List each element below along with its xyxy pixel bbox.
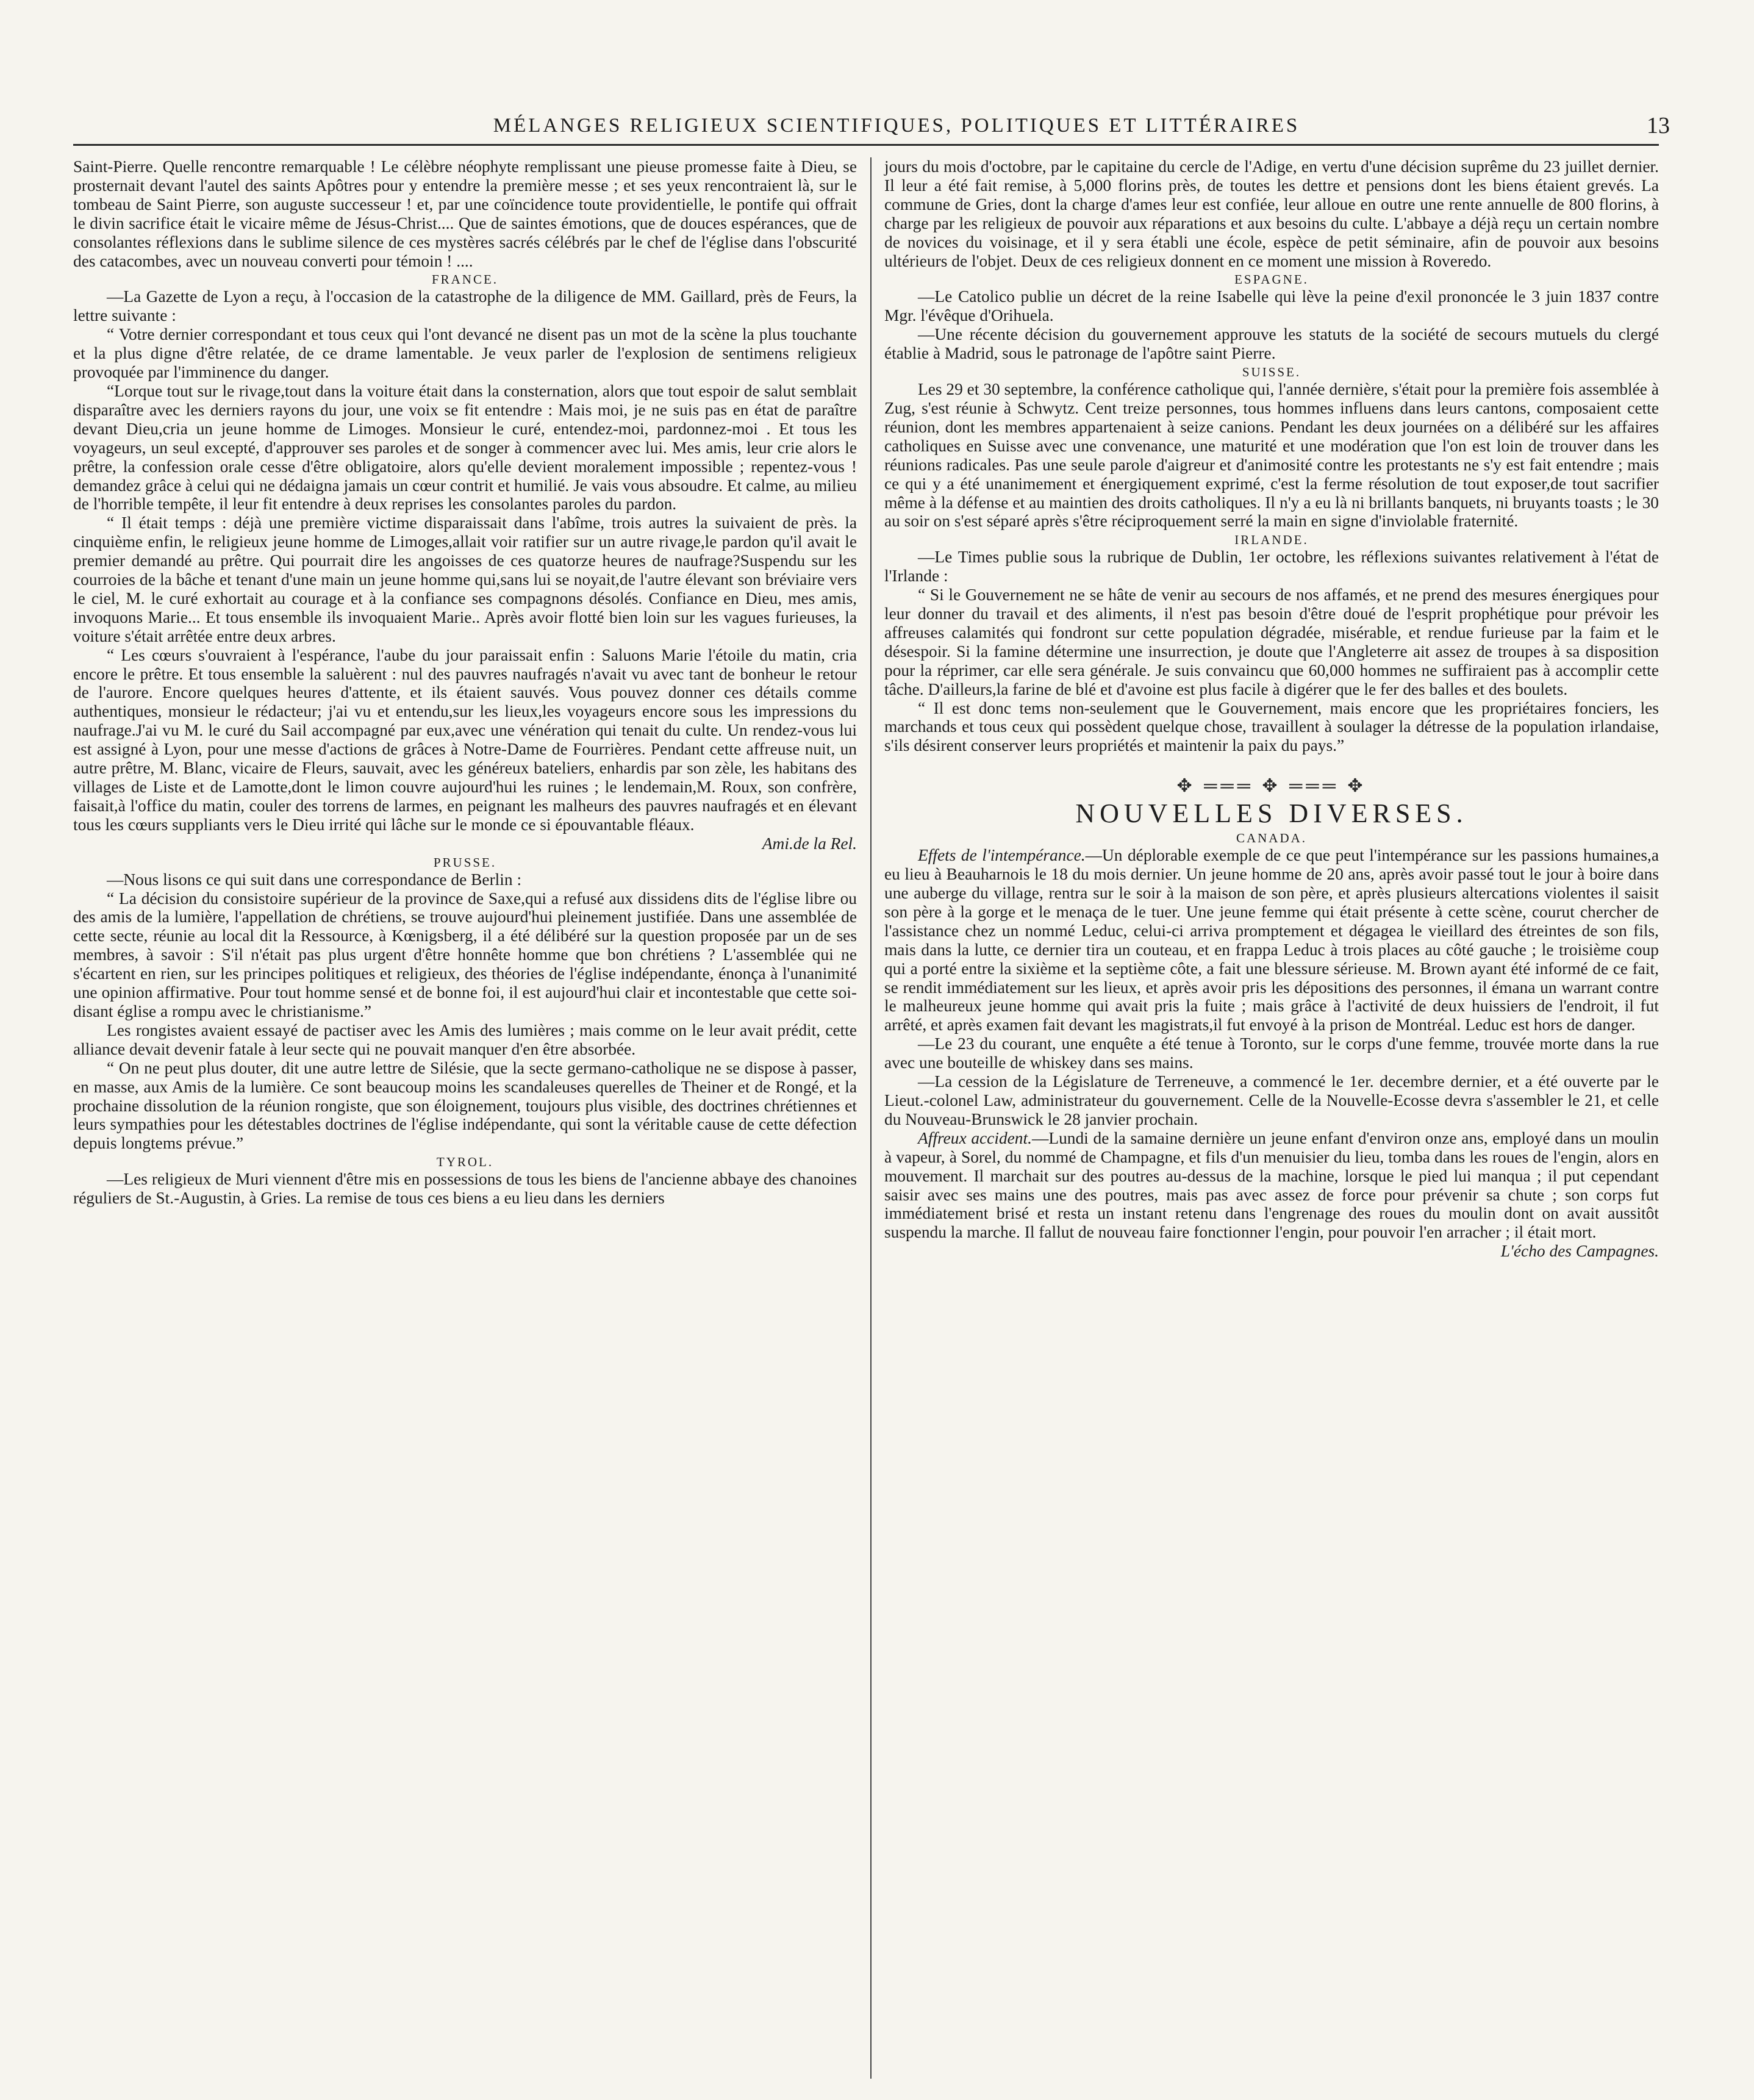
section-heading-irlande: IRLANDE. [1234, 532, 1309, 548]
section-heading-france: FRANCE. [431, 272, 499, 287]
article-paragraph [884, 846, 1659, 1034]
article-paragraph: Les 29 et 30 septembre, la conférence catholique qui, l'année dernière, s'était pour la première fois assemblée à Zug, s'est réunie à Schwytz. Cent treize personnes, tous hommes influens dans leurs cantons, composaient cette réunion, dont les membres appartenaient à seize canions. Pendant les deux journées on a délibéré sur les affaires catholiques en Suisse avec une convenance, une maturité et une modération que l'on est loin de trouver dans les réunions radicales. Pas une seule parole d'aigreur et d'animosité contre les protestants ne s'y est fait entendre ; mais ce qui y a été unanimement et énergiquement exprimé, c'est la ferme résolution de tout exposer,de tout sacrifier même à la défense et au maintien des droits catholiques. Il n'y a eu là ni brillants banquets, ni bruyants toasts ; le 30 au soir on s'est séparé après s'être réciproquement serré la main en signe d'inviolable fraternité. [884, 380, 1659, 531]
article-paragraph: Les rongistes avaient essayé de pactiser avec les Amis des lumières ; mais comme on le leur avait prédit, cette alliance devait devenir fatale à leur secte qui ne pouvait manquer d'en être absorbée. [73, 1020, 857, 1058]
article-paragraph: —Le 23 du courant, une enquête a été tenue à Toronto, sur le corps d'une femme, trouvée morte dans la rue avec une bouteille de whiskey dans ses mains. [884, 1034, 1659, 1072]
article-paragraph: —Le Catolico publie un décret de la reine Isabelle qui lève la peine d'exil prononcée le 3 juin 1837 contre Mgr. l'évêque d'Orihuela. [884, 287, 1659, 325]
article-paragraph: “ Si le Gouvernement ne se hâte de venir au secours de nos affamés, et ne prend des mesures énergiques pour leur donner du travail et des aliments, il n'est pas besoin d'être doué de l'esprit prophétique pour prévoir les affreuses calamités qui fondront sur cette population dégradée, misérable, et rendue furieuse par la faim et le désespoir. Si la famine détermine une insurrection, je doute que l'Angleterre ait assez de troupes à sa disposition pour la réprimer, car elle sera générale. Je suis convaincu que 60,000 hommes ne suffiraient pas à accomplir cette tâche. D'ailleurs,la farine de blé et d'avoine est plus facile à digérer que le fer des balles et des boulets. [884, 586, 1659, 698]
column-divider [870, 157, 872, 2079]
article-signature: Ami.de la Rel. [762, 834, 857, 853]
article-paragraph: —Le Times publie sous la rubrique de Dublin, 1er octobre, les réflexions suivantes relativement à l'état de l'Irlande : [884, 548, 1659, 586]
article-paragraph: “ Votre dernier correspondant et tous ceux qui l'ont devancé ne disent pas un mot de la scène la plus touchante et la plus digne d'être relatée, de ce drame lamentable. Je veux parler de l'explosion de sentimens religieux provoquée par l'imminence du danger. [73, 325, 857, 382]
article-lead-title: Affreux accident. [918, 1128, 1032, 1147]
article-paragraph: “Lorque tout sur le rivage,tout dans la voiture était dans la consternation, alors que tout espoir de salut semblait disparaître avec les derniers rayons du jour, une voix se fit entendre : Mais moi, je ne suis pas en état de paraître devant Dieu,cria un jeune homme de Limoges. Monsieur le curé, entendez-moi, pardonnez-moi . Et tous les voyageurs, un seul excepté, d'approuver ses paroles et de songer à commencer avec lui. Mes amis, leur crie alors le prêtre, la confession orale cesse d'être obligatoire, alors qu'elle devient moralement impossible ; repentez-vous ! demandez grâce à celui qui ne dédaigna jamais un cœur contrit et humilié. Je vais vous absoudre. Et calme, au milieu de l'horrible tempête, il leur fit entendre à deux reprises les consolantes paroles du pardon. [73, 381, 857, 514]
article-signature: L'écho des Campagnes. [1500, 1242, 1659, 1261]
left-column [73, 157, 857, 1208]
article-paragraph: —La cession de la Législature de Terreneuve, a commencé le 1er. decembre dernier, et a été ouverte par le Lieut.-colonel Law, administrateur du gouvernement. Celle de la Nouvelle-Ecosse devra s'assembler le 21, et celle du Nouveau-Brunswick le 28 janvier prochain. [884, 1072, 1659, 1128]
section-heading-canada: CANADA. [1236, 831, 1308, 846]
section-heading-prusse: PRUSSE. [433, 855, 497, 870]
article-paragraph: “ On ne peut plus douter, dit une autre lettre de Silésie, que la secte germano-catholique ne se dispose à passer, en masse, aux Amis de la lumière. Ce sont beaucoup moins les scandaleuses querelles de Theiner et de Rongé, et la prochaine dissolution de la réunion rongiste, que son éloignement, toujours plus visible, des doctrines chrétiennes et leurs sympathies pour les détestables doctrines de l'église indépendante, qui sont la véritable cause de cette défection depuis longtems prévue.” [73, 1058, 857, 1153]
article-paragraph: —La Gazette de Lyon a reçu, à l'occasion de la catastrophe de la diligence de MM. Gaillard, près de Feurs, la lettre suivante : [73, 287, 857, 325]
article-paragraph: “ La décision du consistoire supérieur de la province de Saxe,qui a refusé aux dissidens dits de l'église libre ou des amis de la lumière, l'appellation de chrétiens, se trouve aujourd'hui pleinement justifiée. Dans une assemblée de cette secte, réunie au local dit la Ressource, à Kœnigsberg, il a été délibéré sur la question proposée par un de ses membres, à savoir : S'il n'était pas plus urgent d'être honnête homme que bon chrétiens ? L'assemblée qui ne s'écartent en rien, sur les principes politiques et religieux, des théories de l'église indépendante, énonça à l'unanimité une opinion affirmative. Pour tout homme sensé et de bonne foi, il est aujourd'hui clair et incontestable que cette soi-disant église a rompu avec le christianisme.” [73, 889, 857, 1020]
ornament-divider: ✥ ═══ ✥ ═══ ✥ [1176, 776, 1367, 797]
section-heading-nouvelles-diverses: NOUVELLES DIVERSES. [1075, 798, 1468, 829]
article-paragraph: “ Les cœurs s'ouvraient à l'espérance, l'aube du jour paraissait enfin : Saluons Marie l'étoile du matin, cria encore le prêtre. Et tous ensemble la saluèrent : nul des pauvres naufragés n'avait vu avec tant de bonheur le retour de l'aurore. Encore quelques heures d'attente, et ils étaient sauvés. Vous pouvez donner ces détails comme authentiques, monsieur le rédacteur; j'ai vu et entendu,sur les lieux,les voyageurs encore sous les impressions du naufrage.J'ai vu M. le curé du Sail accompagné par eux,avec une vénération qui tenait du culte. Un rendez-vous lui est assigné à Lyon, pour une messe d'actions de grâces à Notre-Dame de Fourrières. Pendant cette affreuse nuit, un autre prêtre, M. Blanc, vicaire de Fleurs, sauvait, avec les généreux bateliers, enhardis par son zèle, les habitans des villages de Liste et de Lamotte,dont le limon couvre aujourd'hui les ruines ; le lendemain,M. Roux, son confrère, faisait,à l'office du matin, couler des torrens de larmes, en peignant les malheurs des pauvres naufragés et en élevant tous les cœurs suppliants vers le Dieu irrité qui lâche sur le monde ce si épouvantable fléaux. [73, 645, 857, 834]
header-rule [73, 144, 1659, 146]
running-head: MÉLANGES RELIGIEUX SCIENTIFIQUES, POLITIQUES ET LITTÉRAIRES [493, 115, 1300, 137]
article-paragraph [884, 1129, 1659, 1242]
right-column [884, 157, 1659, 1261]
intro-paragraph: Saint-Pierre. Quelle rencontre remarquable ! Le célèbre néophyte remplissant une pieuse promesse faite à Dieu, se prosternait devant l'autel des saints Apôtres pour y entendre la première messe ; et ses yeux rencontraient là, sur le tombeau de Saint Pierre, son auguste successeur ! et, par une coïncidence toute providentielle, le pontife qui offrait le divin sacrifice était le vicaire même de Jésus-Christ.... Que de saintes émotions, que de douces espérances, que de consolantes réflexions dans le sublime silence de ces mystères sacrés célébrés par le chef de l'église dans l'obscurité des catacombes, avec un nouveau converti pour témoin ! .... [73, 157, 857, 270]
page-number: 13 [1647, 113, 1670, 138]
section-heading-espagne: ESPAGNE. [1234, 272, 1309, 287]
article-paragraph: “ Il est donc tems non-seulement que le Gouvernement, mais encore que les propriétaires fonciers, les marchands et tous ceux qui possèdent quelque chose, travaillent à soulager la détresse de la population irlandaise, s'ils désirent conserver leurs propriétés et maintenir la paix du pays.” [884, 698, 1659, 755]
article-paragraph: —Une récente décision du gouvernement approuve les statuts de la société de secours mutuels du clergé établie à Madrid, sous le patronage de l'apôtre saint Pierre. [884, 325, 1659, 363]
article-lead-title: Effets de l'intempérance. [918, 846, 1086, 865]
article-paragraph: “ Il était temps : déjà une première victime disparaissait dans l'abîme, trois autres la suivaient de près. la cinquième enfin, le religieux jeune homme de Limoges,allait voir ratifier sur un autre rivage,le pardon qu'il avait le premier demandé au prêtre. Qui pourrait dire les angoisses de ces quatorze heures de naufrage?Suspendu sur les courroies de la bâche et tenant d'une main un jeune homme qui,sans lui se noyait,de l'autre élevant son bréviaire vers le ciel, M. le curé exhortait au courage et à la confiance ses compagnons désolés. Confiance en Dieu, mes amis, invoquons Marie... Et tous ensemble ils invoquaient Marie.. Après avoir flotté bien loin sur les vagues furieuses, la voiture s'était arrêtée entre deux arbres. [73, 514, 857, 645]
article-paragraph: —Nous lisons ce qui suit dans une correspondance de Berlin : [107, 870, 522, 889]
article-paragraph: —Les religieux de Muri viennent d'être mis en possessions de tous les biens de l'ancienne abbaye des chanoines réguliers de St.-Augustin, à Gries. La remise de tous ces biens a eu lieu dans les derniers [73, 1170, 857, 1208]
section-heading-suisse: SUISSE. [1242, 365, 1301, 380]
continuation-paragraph: jours du mois d'octobre, par le capitaine du cercle de l'Adige, en vertu d'une décision suprême du 23 juillet dernier. Il leur a été fait remise, à 5,000 florins près, de toutes les dettre et pensions dont les biens étaient grevés. La commune de Gries, dont la charge d'ames leur est confiée, leur alloue en outre une rente annuelle de 800 florins, à charge par les religieux de pouvoir aux réparations et aux besoins du culte. L'abbaye a déjà reçu un certain nombre de novices du voisinage, et il y sera établi une école, espèce de petit séminaire, afin de pouvoir aux besoins ultérieurs de l'objet. Deux de ces religieux donnent en ce moment une mission à Roveredo. [884, 157, 1659, 270]
section-heading-tyrol: TYROL. [436, 1155, 494, 1170]
article-body: —Lundi de la samaine dernière un jeune enfant d'environ onze ans, employé dans un moulin à vapeur, à Sorel, du nommé de Champagne, et fils d'un menuisier du lieu, tomba dans les roues de l'engin, alors en mouvement. Il marchait sur des poutres au-dessus de la machine, lorsque le pied lui manqua ; il put cependant saisir avec ses mains une des poutres, mais pas avec assez de force pour prévenir sa chute ; son corps fut immédiatement brisé et resta un instant retenu dans l'engrenage des roues du moulin dont on avait aussitôt suspendu la marche. Il fallut de nouveau faire fonctionner l'engin, pour pouvoir l'en arracher ; il était mort. [884, 1128, 1659, 1242]
article-body: —Un déplorable exemple de ce que peut l'intempérance sur les passions humaines,a eu lieu à Beauharnois le 18 du mois dernier. Un jeune homme de 20 ans, après avoir passé tout le jour à boire dans une auberge du village, rentra sur le soir à la maison de son père, et après plusieurs altercations violentes il saisit son père à la gorge et le menaça de le tuer. Une jeune femme qui était présente à cette scène, courut chercher de l'assistance chez un nommé Leduc, celui-ci arriva promptement et dégagea le vieillard des étreintes de son fils, mais dans la lutte, ce dernier tira un couteau, et en frappa Leduc à trois places au côté gauche ; le troisième coup qui a porté entre la sixième et la septième côte, a fait une blessure sérieuse. M. Brown ayant été informé de ce fait, se rendit immédiatement sur les lieux, et après avoir pris les dépositions des personnes, il émana un warrant contre le malheureux jeune homme qui avait pris la fuite ; mais grâce à l'activité de deux huissiers de l'endroit, il fut arrêté, et après examen fait devant les magistrats,il fut envoyé à la prison de Montréal. Leduc est hors de danger. [884, 846, 1659, 1034]
